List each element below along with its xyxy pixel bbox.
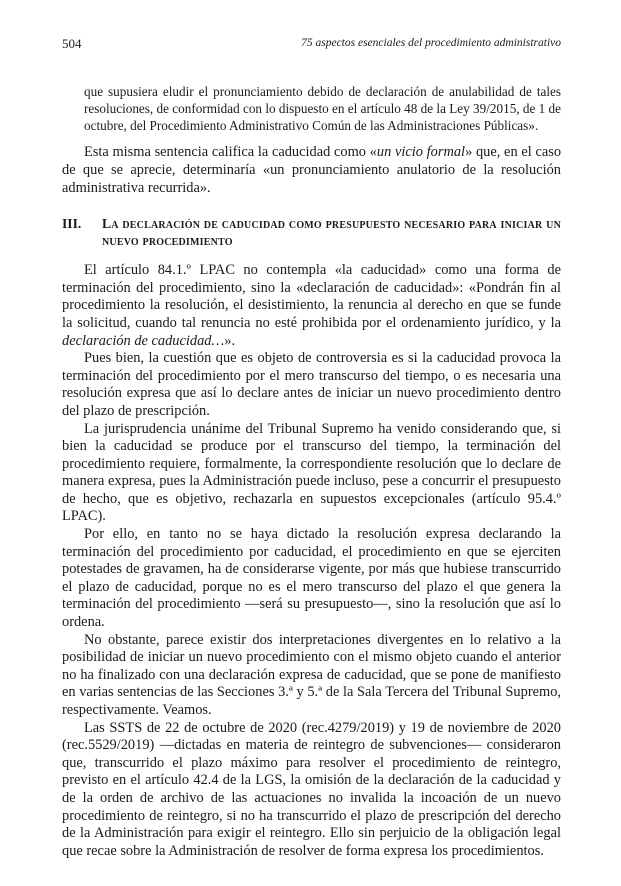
- page-number: 504: [62, 36, 82, 51]
- paragraph: Pues bien, la cuestión que es objeto de controversia es si la caducidad provoca la terminación del procedimiento por el mero transcurso del tiempo, o es necesaria una resolución expresa que así lo declare antes de iniciar un nuevo procedimiento dentro del plazo de prescripción.: [62, 350, 561, 419]
- paragraph: Por ello, en tanto no se haya dictado la resolución expresa declarando la terminación del procedimiento por caducidad, el procedimiento en que se ejerciten potestades de gravamen, ha de considerarse vigente, por más que hubiese transcurrido el plazo de caducidad, porque no es el mero transcurso del plazo el que genera la terminación del procedimiento —será su presupuesto—, sino la resolución que así lo ordena.: [62, 526, 561, 631]
- block-quote: que supusiera eludir el pronunciamiento debido de declaración de anulabilidad de tales resoluciones, de conformidad con lo dispuesto en el artículo 48 de la Ley 39/2015, de 1 de octubre, del Procedimiento Administrativo Común de las Administraciones Públicas».: [84, 84, 561, 133]
- text-run: ».: [224, 332, 236, 349]
- page-header: [62, 36, 561, 54]
- text-run: » que, en el caso de que se aprecie, determinaría «un pronunciamiento anulatorio de la resolución administrativa recurrida».: [62, 144, 562, 196]
- paragraph: No obstante, parece existir dos interpretaciones divergentes en lo relativo a la posibilidad de iniciar un nuevo procedimiento con el mismo objeto cuando el anterior no ha finalizado con una declaración expresa de caducidad, que se pone de manifiesto en varias sentencias de las Secciones 3.ª y 5.ª de la Sala Tercera del Tribunal Supremo, respectivamente. Veamos.: [62, 631, 561, 719]
- italic-text: declaración de caducidad…: [62, 332, 225, 349]
- section-heading: [62, 215, 561, 249]
- text-run: El artículo 84.1.º LPAC no contempla «la caducidad» como una forma de terminación del procedimiento, sino la «declaración de caducidad»: «Pondrán fin al procedimiento la resolución, el desistimiento, la renuncia al derecho en que se funde la solicitud, cuando tal renuncia no esté prohibida por el ordenamiento jurídico, y la: [62, 262, 561, 331]
- section-title: La declaración de caducidad como presupuesto necesario para iniciar un nuevo procedimiento: [102, 216, 561, 249]
- paragraph: [62, 262, 561, 350]
- body-text: [62, 84, 561, 860]
- section-number: III.: [62, 216, 82, 232]
- paragraph: [62, 144, 561, 197]
- text-run: Esta misma sentencia califica la caducidad como «: [84, 144, 377, 161]
- running-title: 75 aspectos esenciales del procedimiento administrativo: [301, 37, 561, 49]
- paragraph: La jurisprudencia unánime del Tribunal Supremo ha venido considerando que, si bien la caducidad se produce por el transcurso del tiempo, la terminación del procedimiento requiere, formalmente, la correspondiente resolución que lo declare de manera expresa, pues la Administración puede incluso, pese a concurrir el presupuesto de hecho, que es objetivo, rechazarla en supuestos excepcionales (artículo 95.4.º LPAC).: [62, 420, 561, 525]
- paragraph: Las SSTS de 22 de octubre de 2020 (rec.4279/2019) y 19 de noviembre de 2020 (rec.5529/2019) —dictadas en materia de reintegro de subvenciones— consideraron que, transcurrido el plazo máximo para resolver el procedimiento de reintegro, previsto en el artículo 42.4 de la LGS, la omisión de la declaración de la caducidad y de la orden de archivo de las actuaciones no invalida la incoación de un nuevo procedimiento de reintegro, si no ha transcurrido el plazo de prescripción del derecho de la Administración para exigir el reintegro. Ello sin perjuicio de la obligación legal que recae sobre la Administración de resolver de forma expresa los procedimientos.: [62, 719, 561, 859]
- italic-text: un vicio formal: [376, 144, 466, 161]
